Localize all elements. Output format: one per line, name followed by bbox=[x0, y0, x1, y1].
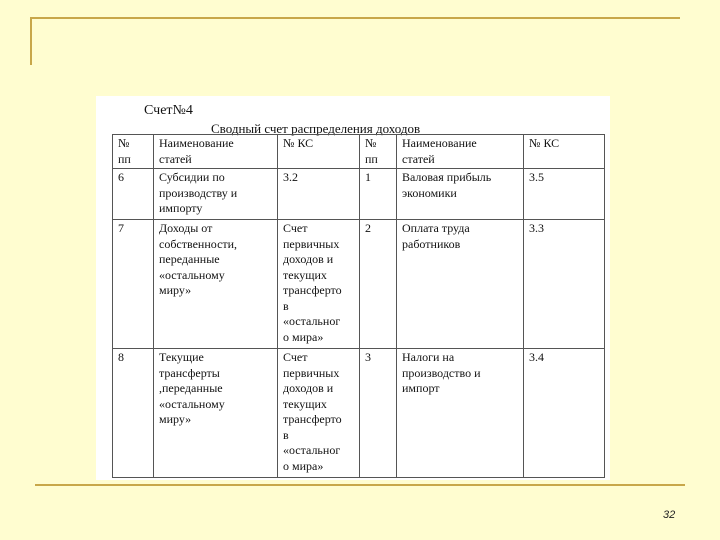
frame-bottom-rule bbox=[35, 484, 685, 486]
header-cell: Наименование статей bbox=[154, 135, 278, 169]
table-cell: 3.3 bbox=[524, 220, 605, 349]
accounts-table bbox=[112, 134, 605, 478]
header-cell: № пп bbox=[360, 135, 397, 169]
table-cell: Валовая прибыль экономики bbox=[397, 169, 524, 220]
table-cell: 1 bbox=[360, 169, 397, 220]
table-cell: Счет первичных доходов и текущих трансферто в «остальног о мира» bbox=[278, 220, 360, 349]
table-cell: Доходы от собственности, переданные «остальному миру» bbox=[154, 220, 278, 349]
table-cell: 3 bbox=[360, 349, 397, 478]
header-cell: № КС bbox=[524, 135, 605, 169]
header-cell: № КС bbox=[278, 135, 360, 169]
table-cell: Текущие трансферты ,переданные «остальному миру» bbox=[154, 349, 278, 478]
table-cell: 6 bbox=[113, 169, 154, 220]
document-subtitle: Сводный счет распределения доходов bbox=[211, 121, 421, 136]
table-cell: 7 bbox=[113, 220, 154, 349]
table-cell: Счет первичных доходов и текущих трансферто в «остальног о мира» bbox=[278, 349, 360, 478]
table-cell: 2 bbox=[360, 220, 397, 349]
table-cell: Субсидии по производству и импорту bbox=[154, 169, 278, 220]
table-cell: Оплата труда работников bbox=[397, 220, 524, 349]
table-cell: 3.4 bbox=[524, 349, 605, 478]
table-cell: Налоги на производство и импорт bbox=[397, 349, 524, 478]
table-cell: 8 bbox=[113, 349, 154, 478]
frame-left-rule bbox=[30, 17, 32, 65]
table-row bbox=[113, 169, 605, 220]
table-row bbox=[113, 220, 605, 349]
table-row bbox=[113, 349, 605, 478]
table-cell: 3.2 bbox=[278, 169, 360, 220]
header-cell: № пп bbox=[113, 135, 154, 169]
table-header-row bbox=[113, 135, 605, 169]
frame-top-rule bbox=[30, 17, 680, 19]
document-title: Счет№4 bbox=[144, 103, 193, 118]
table-cell: 3.5 bbox=[524, 169, 605, 220]
header-cell: Наименование статей bbox=[397, 135, 524, 169]
page-number: 32 bbox=[663, 509, 676, 521]
document-image bbox=[96, 96, 610, 480]
